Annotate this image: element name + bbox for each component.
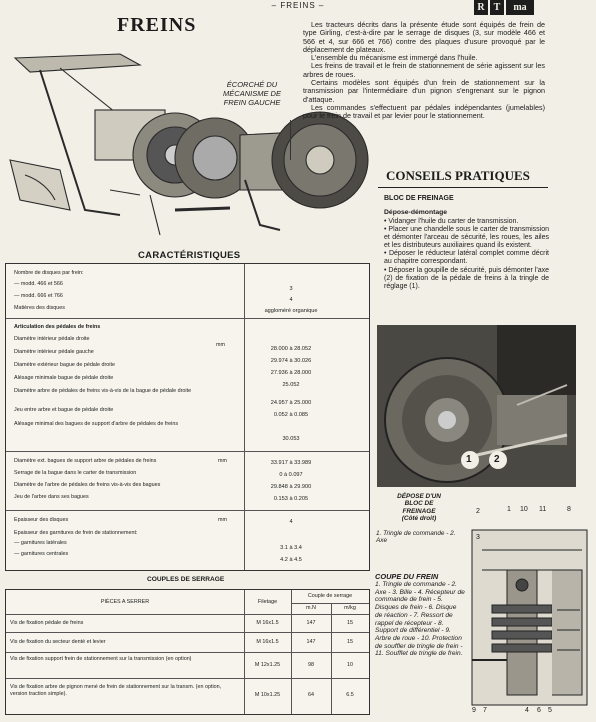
table-row-value: 4: [289, 297, 293, 303]
section-label-6: 6: [537, 707, 541, 714]
caracteristiques-title: CARACTÉRISTIQUES: [138, 250, 241, 261]
section-label-11: 11: [539, 506, 547, 513]
intro-paragraph: Les freins de travail et le frein de stationnement de série agissent sur les arbres de roues.: [303, 61, 545, 79]
instruction-item: • Placer une chandelle sous le carter de transmission et démonter l'arceau de sécurité, les roues, les ailes et les distributeurs auxiliaires quand ils existent.: [384, 226, 549, 250]
table-row-label: Diamètre extérieur bague de pédale droite: [14, 362, 115, 368]
row-divider: [6, 318, 369, 319]
table-row-value: aggloméré organique: [264, 308, 318, 314]
logo-letter-r: R: [474, 0, 488, 15]
table-cell: 6.5: [346, 692, 354, 698]
conseils-body: [384, 218, 549, 291]
table-row-value: 29.848 à 29.900: [270, 484, 312, 490]
row-divider: [6, 632, 369, 633]
table-cell: 10: [347, 662, 353, 668]
conseils-title: CONSEILS PRATIQUES: [386, 168, 530, 183]
instruction-item: • Vidanger l'huile du carter de transmission.: [384, 218, 519, 225]
intro-paragraph: L'ensemble du mécanisme est immergé dans l'huile.: [311, 53, 478, 63]
table-row-label: — garnitures centrales: [14, 551, 69, 557]
section-label-4: 4: [525, 707, 529, 714]
caption-line: MÉCANISME DE: [223, 89, 281, 98]
table-row-value: 4.2 à 4.5: [280, 557, 302, 563]
table-row-label: — garnitures latérales: [14, 540, 67, 546]
table-row-value: 29.974 à 30.026: [270, 358, 312, 364]
table-row-unit: mm: [218, 458, 227, 464]
row-divider: [6, 510, 369, 511]
photo-image: [377, 325, 576, 487]
table-row-label: Jeu de l'arbre dans ses bagues: [14, 494, 89, 500]
column-header: Couple de serrage: [307, 593, 353, 599]
table-row-label: Diamètre de l'arbre de pédales de freins vis-à-vis des bagues: [14, 482, 161, 488]
table-row-value: 24.957 à 25.000: [270, 400, 312, 406]
logo-letters-ma: ma: [506, 0, 534, 15]
column-header: m.N: [306, 605, 316, 611]
table-cell: M 16x1.5: [256, 620, 279, 626]
column-divider: [244, 264, 245, 570]
running-head: – FREINS –: [271, 1, 325, 10]
table-row-unit: mm: [216, 342, 225, 348]
photo-label-2: 2: [494, 454, 500, 465]
table-row-label: Alésage minimal des bagues de support d'arbre de pédales de freins: [14, 421, 179, 427]
table-row-label: Diamètre arbre de pédales de freins vis-à-vis de la bague de pédale droite: [14, 388, 192, 394]
table-cell: Vis de fixation pédale de freins: [10, 620, 84, 626]
section-label-3: 3: [476, 534, 480, 541]
table-row-value: 27.936 à 28.000: [270, 370, 312, 376]
table-cell: Vis de fixation du secteur denté et levier: [10, 639, 106, 645]
table-row-label: Epaisseur des garnitures de frein de stationnement:: [14, 530, 138, 536]
brake-section-drawing: [462, 510, 592, 710]
section-label-1: 1: [507, 506, 511, 513]
caption-line: DÉPOSE D'UN: [397, 493, 441, 500]
instruction-item: • Déposer la goupille de sécurité, puis démonter l'axe (2) de fixation de la pédale de freins à la tringle de réglage (1).: [384, 266, 549, 290]
table-row-label: — modd. 466 et 566: [14, 281, 63, 287]
caption-line: FREINAGE: [402, 507, 436, 515]
caption-line: BLOC DE: [404, 500, 434, 508]
column-divider: [290, 120, 291, 160]
table-cell: M 10x1.25: [254, 692, 281, 698]
table-row-label: Serrage de la bague dans le carter de transmission: [14, 470, 137, 476]
table-cell: M 12x1.25: [254, 662, 281, 668]
couples-title: COUPLES DE SERRAGE: [147, 576, 225, 583]
subsection-heading: Dépose-démontage: [384, 209, 448, 216]
table-row-label: Nombre de disques par frein:: [14, 270, 84, 276]
row-divider: [291, 603, 369, 604]
table-row-value: 0.153 à 0.205: [273, 496, 309, 502]
column-header: Filetage: [257, 599, 278, 605]
section-label-7: 7: [483, 707, 487, 714]
table-row-value: 30.053: [282, 436, 300, 442]
coupe-legend: 1. Tringle de commande - 2. Axe - 3. Bille - 4. Récepteur de commande de frein - 5. Disques de frein - 6. Disque de réaction - 7. Ressort de rappel de récepteur - 8. Support de différentiel - 9. Arbre de roue - 10. Protection de souffler de tringle de frein - 11. Soufflet de tringle de frein.: [375, 581, 465, 658]
table-cell: 98: [308, 662, 314, 668]
table-row-value: 0 à 0.097: [279, 472, 303, 478]
section-label-2: 2: [476, 508, 480, 515]
instruction-item: • Déposer le réducteur latéral complet comme décrit au chapitre correspondant.: [384, 250, 549, 266]
intro-paragraph: Les commandes s'effectuent par pédales indépendantes (jumelables) pour le frein de travail et par levier pour le stationnement.: [303, 102, 545, 121]
row-divider: [6, 451, 369, 452]
table-row-unit: mm: [218, 517, 227, 523]
table-cell: 64: [308, 692, 314, 698]
row-divider: [6, 652, 369, 653]
column-header: PIÈCES A SERRER: [100, 599, 150, 605]
caption-line: ÉCORCHÉ DU: [226, 80, 278, 89]
caracteristiques-table: [5, 263, 370, 571]
table-row-label: Diamètre intérieur pédale droite: [14, 336, 90, 342]
table-row-value: 0.052 à 0.085: [273, 412, 309, 418]
table-cell: Vis de fixation arbre de pignon mené de frein de stationnement sur la transm. (en option, version traction simple).: [10, 684, 222, 697]
table-row-value: 33.917 à 33.989: [270, 460, 312, 466]
table-row-label: Diamètre ext. bagues de support arbre de pédales de freins: [14, 458, 157, 464]
table-cell: 15: [347, 639, 353, 645]
table-cell: 147: [306, 639, 316, 645]
row-divider: [6, 614, 369, 615]
intro-paragraph: Les tracteurs décrits dans la présente étude sont équipés de frein de type Girling, c'est-à-dire par le serrage de disques (3, sur modèle 466 et 566 et 4, sur 666 et 766) contre des plaques d'usure provoqué par le déplacement de plateaux.: [303, 20, 545, 54]
table-cell: M 16x1.5: [256, 639, 279, 645]
section-label-9: 9: [472, 707, 476, 714]
caption-line: (Côté droit): [401, 515, 437, 523]
publisher-logo: [474, 0, 594, 15]
photo-label-1: 1: [466, 454, 472, 465]
table-row-value: 25.052: [282, 382, 300, 388]
table-row-label: Matières des disques: [14, 305, 65, 311]
table-row-value: 4: [289, 519, 293, 525]
figure1-caption: [212, 80, 292, 107]
table-cell: 15: [347, 620, 353, 626]
table-row-value: 28.000 à 28.052: [270, 346, 312, 352]
table-row-label: Articulation des pédales de freins: [14, 324, 101, 330]
table-cell: 147: [306, 620, 316, 626]
brake-removal-photo: [377, 325, 576, 487]
photo-legend: 1. Tringle de commande - 2. Axe: [376, 530, 456, 545]
photo-caption: [383, 493, 455, 523]
table-row-label: Jeu entre arbre et bague de pédale droite: [14, 407, 114, 413]
page-title: FREINS: [117, 14, 197, 36]
caption-line: FREIN GAUCHE: [223, 98, 281, 107]
section-heading: BLOC DE FREINAGE: [384, 195, 454, 202]
section-label-5: 5: [548, 707, 552, 714]
table-row-label: — modd. 666 et 766: [14, 293, 63, 299]
row-divider: [6, 678, 369, 679]
couples-table: [5, 589, 370, 715]
coupe-title: COUPE DU FREIN: [375, 572, 439, 581]
table-row-value: 3: [289, 286, 293, 292]
logo-letter-t: T: [490, 0, 504, 15]
table-cell: Vis de fixation support frein de stationnement sur la transmission (en option): [10, 656, 192, 662]
intro-paragraph: Certains modèles sont équipés d'un frein de stationnement sur la transmission par l'intermédiaire d'un pignon s'engrenant sur le pignon d'attaque.: [303, 78, 545, 104]
title-rule: [378, 187, 548, 188]
section-label-8: 8: [567, 506, 571, 513]
table-row-value: 3.1 à 3.4: [280, 545, 302, 551]
table-row-label: Epaisseur des disques: [14, 517, 69, 523]
intro-text: [303, 21, 545, 121]
table-row-label: Diamètre intérieur pédale gauche: [14, 349, 94, 355]
column-header: m/kg: [344, 605, 356, 611]
table-row-label: Alésage minimale bague de pédale droite: [14, 375, 114, 381]
section-label-10: 10: [520, 506, 528, 513]
